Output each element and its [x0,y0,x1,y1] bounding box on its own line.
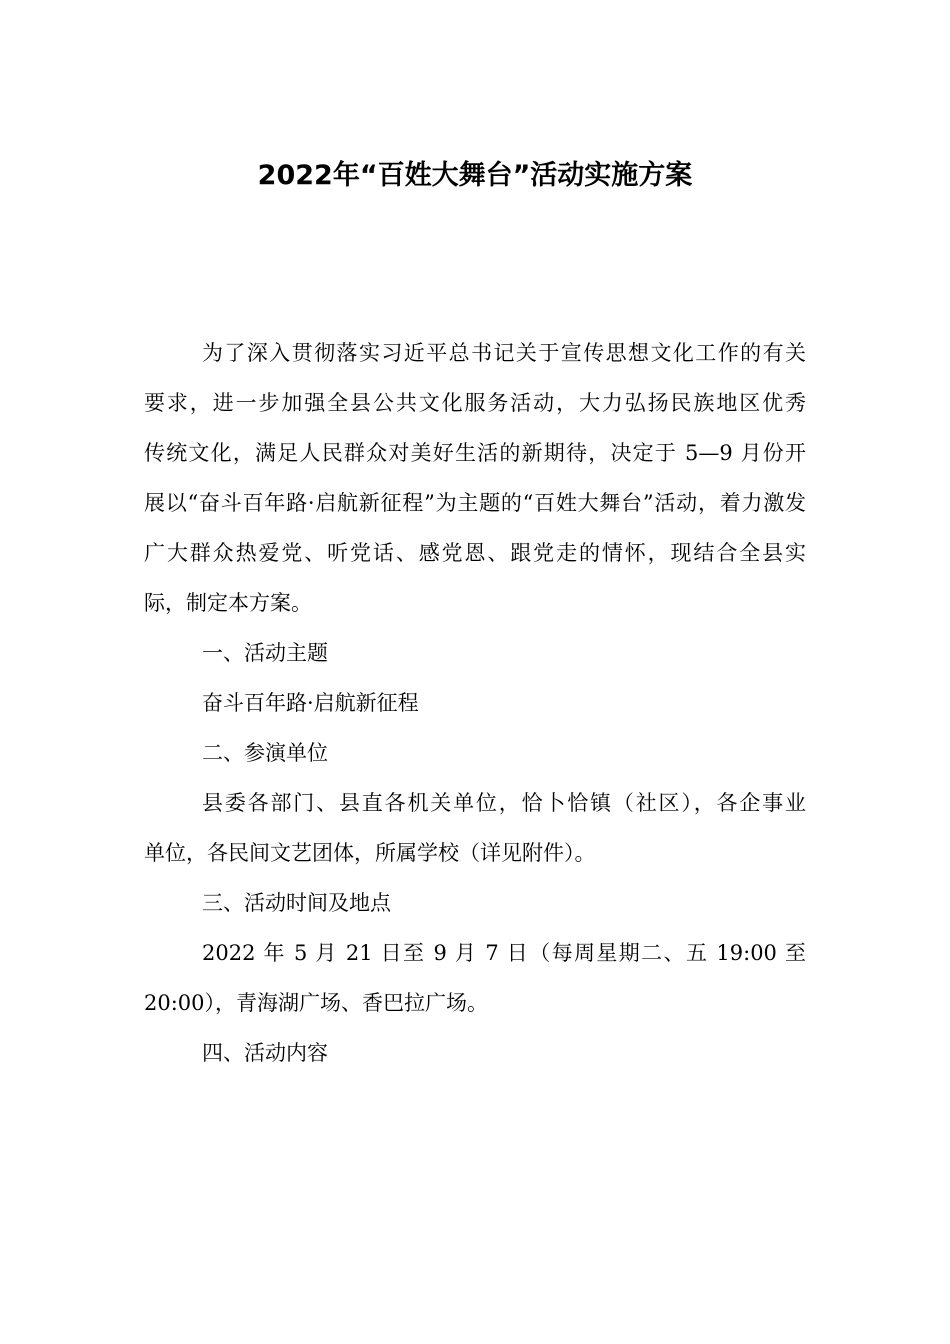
section-line: 20:00），青海湖广场、香巴拉广场。 [144,991,489,1015]
intro-line: 传统文化，满足人民群众对美好生活的新期待，决定于 5—9 月份开 [144,441,806,465]
intro-line: 为了深入贯彻落实习近平总书记关于宣传思想文化工作的有关 [202,341,806,365]
document-body [144,328,806,1078]
section-heading: 四、活动内容 [202,1041,328,1065]
intro-line: 要求，进一步加强全县公共文化服务活动，大力弘扬民族地区优秀 [144,391,806,415]
document-title: 2022年“百姓大舞台”活动实施方案 [257,160,693,191]
section-3 [144,878,806,1028]
section-line: 2022 年 5 月 21 日至 9 月 7 日（每周星期二、五 19:00 至 [202,941,806,965]
section-1 [144,628,806,728]
section-heading: 二、参演单位 [202,741,328,765]
intro-paragraph [144,328,806,628]
intro-line: 广大群众热爱党、听党话、感党恩、跟党走的情怀，现结合全县实 [144,541,806,565]
section-line: 县委各部门、县直各机关单位，恰卜恰镇（社区），各企事业 [202,791,806,815]
section-line: 单位，各民间文艺团体，所属学校（详见附件）。 [144,841,596,865]
section-text: 奋斗百年路·启航新征程 [202,691,419,715]
section-heading: 三、活动时间及地点 [202,891,391,915]
section-4 [144,1028,806,1078]
intro-line: 展以“奋斗百年路·启航新征程”为主题的“百姓大舞台”活动，着力激发 [144,491,806,515]
intro-line: 际，制定本方案。 [144,591,312,615]
section-2 [144,728,806,878]
section-heading: 一、活动主题 [202,641,328,665]
